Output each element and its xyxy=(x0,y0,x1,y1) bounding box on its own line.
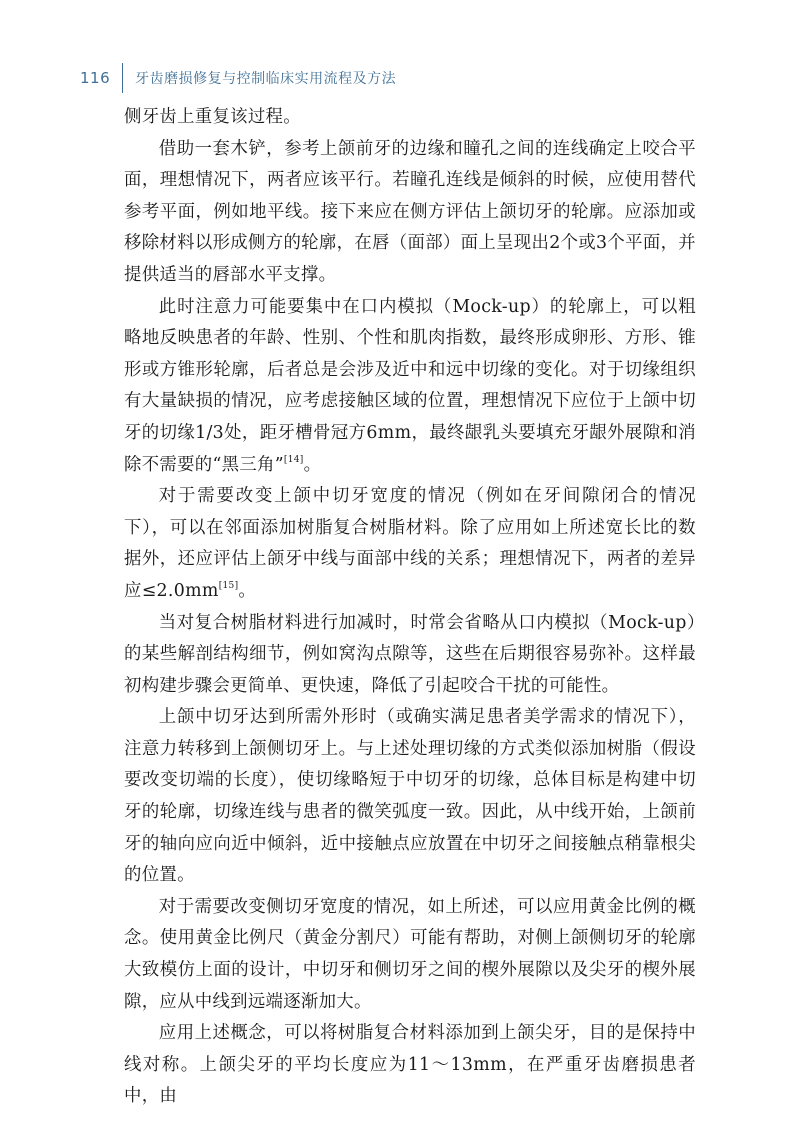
citation-ref: [14] xyxy=(283,454,304,465)
paragraph-text: 上颌中切牙达到所需外形时（或确实满足患者美学需求的情况下），注意力转移到上颌侧切牙上。与上述处理切缘的方式类似添加树脂（假设要改变切端的长度），使切缘略短于中切牙的切缘，总体目标是构建中切牙的轮廓，切缘连线与患者的微笑弧度一致。因此，从中线开始，上颌前牙的轴向应向近中倾斜，近中接触点应放置在中切牙之间接触点稍靠根尖的位置。 xyxy=(124,707,696,886)
running-head xyxy=(80,60,396,96)
book-title: 牙齿磨损修复与控制临床实用流程及方法 xyxy=(135,71,397,87)
paragraph-5 xyxy=(124,608,696,703)
paragraph-3 xyxy=(124,292,696,482)
citation-ref: [15] xyxy=(218,580,239,591)
paragraph-text: 应用上述概念，可以将树脂复合材料添加到上颌尖牙，目的是保持中线对称。上颌尖牙的平均长度应为11～13mm，在严重牙齿磨损患者中，由 xyxy=(124,1023,696,1107)
paragraph-2 xyxy=(124,134,696,292)
header-divider xyxy=(122,63,123,93)
paragraph-4 xyxy=(124,481,696,607)
page-number: 116 xyxy=(80,69,111,87)
paragraph-text: 借助一套木铲，参考上颌前牙的边缘和瞳孔之间的连线确定上咬合平面，理想情况下，两者应该平行。若瞳孔连线是倾斜的时候，应使用替代参考平面，例如地平线。接下来应在侧方评估上颌切牙的轮廓。应添加或移除材料以形成侧方的轮廓，在唇（面部）面上呈现出2个或3个平面，并提供适当的唇部水平支撑。 xyxy=(124,138,696,285)
body-text xyxy=(124,102,696,1113)
paragraph-text: 对于需要改变上颌中切牙宽度的情况（例如在牙间隙闭合的情况下），可以在邻面添加树脂复合树脂材料。除了应用如上所述宽长比的数据外，还应评估上颌牙中线与面部中线的关系；理想情况下，两者的差异应≤2.0mm xyxy=(124,486,696,601)
paragraph-text: 侧牙齿上重复该过程。 xyxy=(124,107,301,127)
paragraph-text: 当对复合树脂材料进行加减时，时常会省略从口内模拟（Mock-up）的某些解剖结构细节，例如窝沟点隙等，这些在后期很容易弥补。这样最初构建步骤会更简单、更快速，降低了引起咬合干扰的可能性。 xyxy=(124,612,696,696)
paragraph-tail: 。 xyxy=(238,580,257,601)
paragraph-text: 此时注意力可能要集中在口内模拟（Mock-up）的轮廓上，可以粗略地反映患者的年龄、性别、个性和肌肉指数，最终形成卵形、方形、锥形或方锥形轮廓，后者总是会涉及近中和远中切缘的变化。对于切缘组织有大量缺损的情况，应考虑接触区域的位置，理想情况下应位于上颌中切牙的切缘1/3处，距牙槽骨冠方6mm，最终龈乳头要填充牙龈外展隙和消除不需要的“黑三角” xyxy=(124,296,696,475)
paragraph-8 xyxy=(124,1018,696,1113)
paragraph-6 xyxy=(124,702,696,892)
paragraph-text: 对于需要改变侧切牙宽度的情况，如上所述，可以应用黄金比例的概念。使用黄金比例尺（黄金分割尺）可能有帮助，对侧上颌侧切牙的轮廓大致模仿上面的设计，中切牙和侧切牙之间的楔外展隙以及尖牙的楔外展隙，应从中线到远端逐渐加大。 xyxy=(124,896,696,1012)
paragraph-1 xyxy=(124,102,696,134)
paragraph-tail: 。 xyxy=(303,454,322,475)
paragraph-7 xyxy=(124,892,696,1018)
